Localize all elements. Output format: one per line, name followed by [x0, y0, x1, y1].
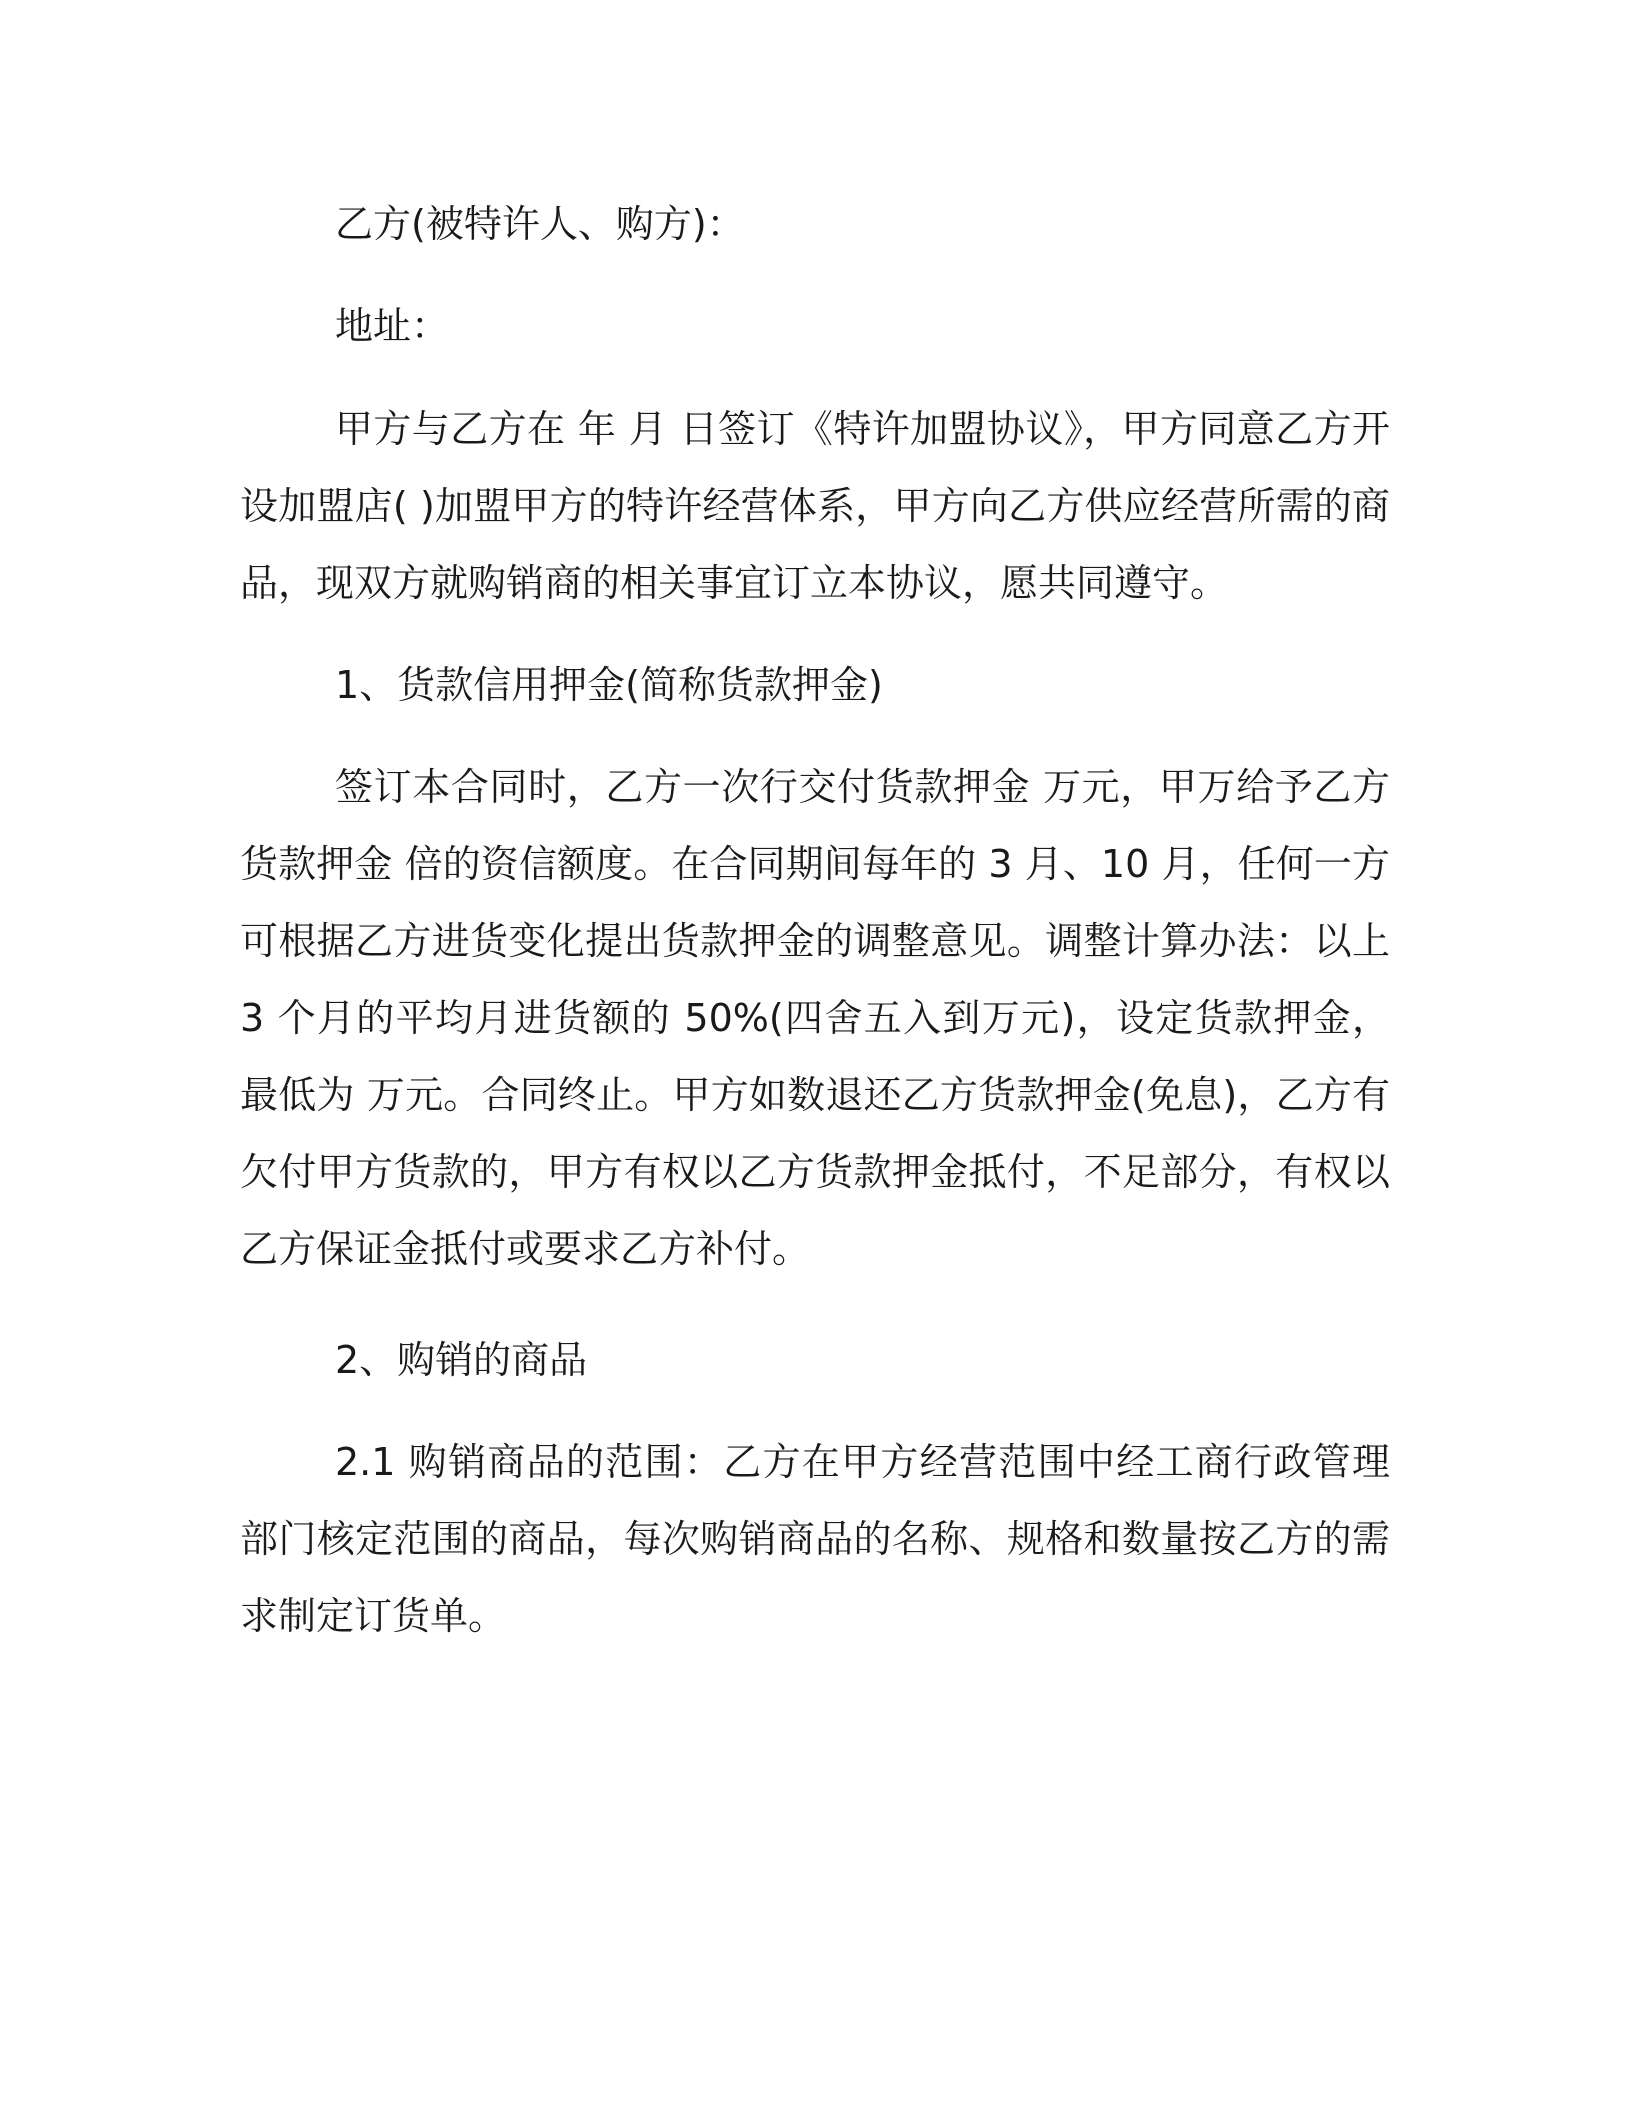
document-body — [240, 186, 1390, 1655]
section1-body: 签订本合同时，乙方一次行交付货款押金 万元，甲万给予乙方货款押金 倍的资信额度。在合同期间每年的 3 月、10 月，任何一方可根据乙方进货变化提出货款押金的调整意见。调整计算办法：以上 3 个月的平均月进货额的 50%(四舍五入到万元)，设定货款押金，最低为 万元。合同终止。甲方如数退还乙方货款押金(免息)，乙方有欠付甲方货款的，甲方有权以乙方货款押金抵付，不足部分，有权以乙方保证金抵付或要求乙方补付。 — [240, 765, 1390, 1271]
address-label: 地址： — [335, 304, 450, 348]
section2-heading: 2、购销的商品 — [335, 1338, 588, 1382]
intro-paragraph: 甲方与乙方在 年 月 日签订《特许加盟协议》，甲方同意乙方开设加盟店( )加盟甲方的特许经营体系，甲方向乙方供应经营所需的商品，现双方就购销商的相关事宜订立本协议，愿共同遵守。 — [240, 407, 1390, 605]
section2-1-body: 2.1 购销商品的范围：乙方在甲方经营范围中经工商行政管理部门核定范围的商品，每次购销商品的名称、规格和数量按乙方的需求制定订货单。 — [240, 1440, 1390, 1638]
section1-heading: 1、货款信用押金(简称货款押金) — [335, 663, 883, 707]
party-b-label: 乙方(被特许人、购方)： — [335, 202, 745, 246]
